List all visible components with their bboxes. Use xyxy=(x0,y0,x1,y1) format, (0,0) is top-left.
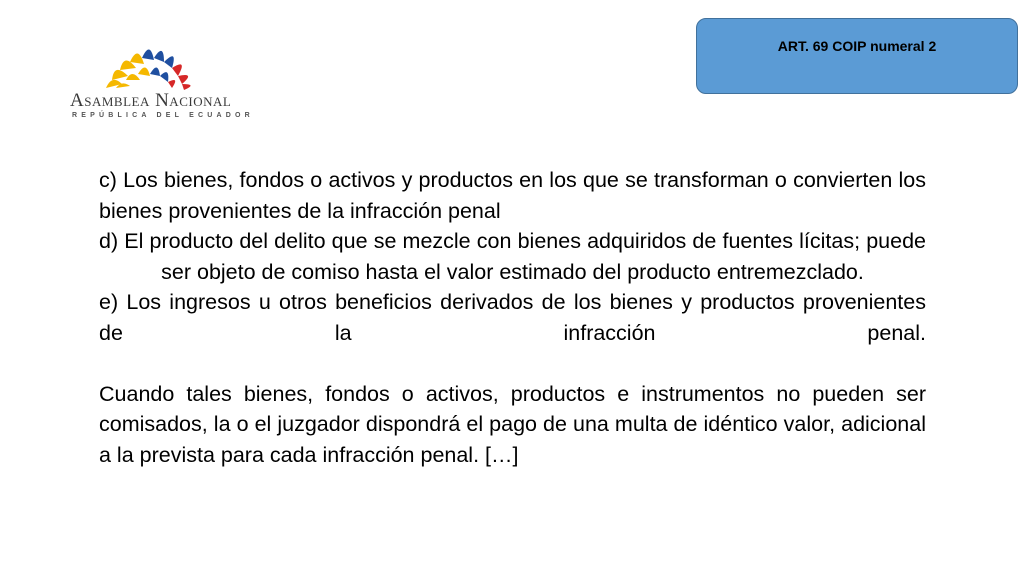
legal-text-body xyxy=(99,165,926,470)
paragraph-e: e) Los ingresos u otros beneficios derivados de los bienes y productos provenientes de la infracción penal. xyxy=(99,290,926,345)
article-reference-label: ART. 69 COIP numeral 2 xyxy=(777,38,937,54)
paragraph-d: d) El producto del delito que se mezcle con bienes adquiridos de fuentes lícitas; puede ser objeto de comiso hasta el valor estimado del producto entremezclado. xyxy=(99,229,926,284)
paragraph-c: c) Los bienes, fondos o activos y productos en los que se transforman o convierten los bienes provenientes de la infracción penal xyxy=(99,168,926,223)
paragraph-spacer xyxy=(99,348,926,379)
article-reference-badge xyxy=(696,18,1018,94)
logo-name: Asamblea Nacional xyxy=(70,90,232,111)
logo-subtitle: REPÚBLICA DEL ECUADOR xyxy=(72,112,254,119)
sunburst-emblem-icon xyxy=(102,38,202,90)
asamblea-nacional-logo xyxy=(62,38,254,128)
paragraph-conclusion: Cuando tales bienes, fondos o activos, productos e instrumentos no pueden ser comisados, la o el juzgador dispondrá el pago de una multa de idéntico valor, adicional a la prevista para cada infracción penal. […] xyxy=(99,381,926,467)
